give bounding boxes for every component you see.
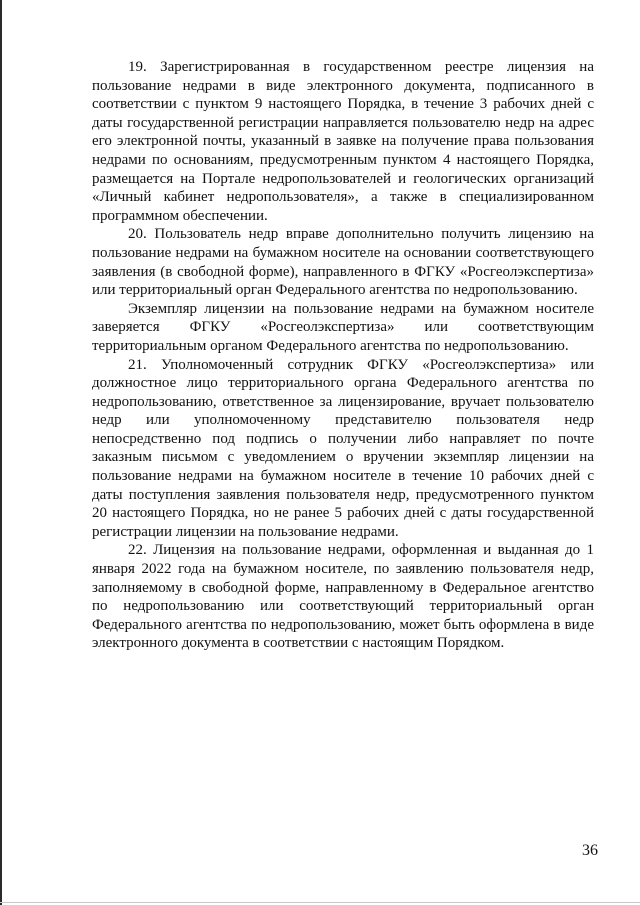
scan-bottom-edge — [0, 902, 640, 903]
scan-left-edge — [0, 0, 2, 905]
paragraph-20: 20. Пользователь недр вправе дополнительно получить лицензию на пользование недрами на бумажном носителе на основании соответствующего заявления (в свободной форме), направленного в ФГКУ «Росгеолэкспертиза» или территориальный орган Федерального агентства по недропользованию. — [92, 226, 594, 299]
page-number: 36 — [582, 842, 598, 859]
paragraph-22: 22. Лицензия на пользование недрами, оформленная и выданная до 1 января 2022 года на бумажном носителе, по заявлению пользователя недр, заполняемому в свободной форме, направленному в Федеральное агентство по недропользованию или соответствующий территориальный орган Федерального агентства по недропользованию, может быть оформлена в виде электронного документа в соответствии с настоящим Порядком. — [92, 542, 594, 652]
document-body — [92, 58, 594, 653]
paragraph-21: 21. Уполномоченный сотрудник ФГКУ «Росгеолэкспертиза» или должностное лицо территориального органа Федерального агентства по недропользованию, ответственное за лицензирование, вручает пользователю недр или уполномоченному представителю пользователя недр непосредственно под подпись о получении либо направляет по почте заказным письмом с уведомлением о вручении экземпляр лицензии на пользование недрами на бумажном носителе в течение 10 рабочих дней с даты поступления заявления пользователя недр, предусмотренного пунктом 20 настоящего Порядка, но не ранее 5 рабочих дней с даты государственной регистрации лицензии на пользование недрами. — [92, 356, 594, 540]
paragraph-19: 19. Зарегистрированная в государственном реестре лицензия на пользование недрами в виде электронного документа, подписанного в соответствии с пунктом 9 настоящего Порядка, в течение 3 рабочих дней с даты государственной регистрации направляется пользователю недр на адрес его электронной почты, указанный в заявке на получение права пользования недрами по основаниям, предусмотренным пунктом 4 настоящего Порядка, размещается на Портале недропользователей и геологических организаций «Личный кабинет недропользователя», а также в специализированном программном обеспечении. — [92, 59, 594, 224]
paragraph-20-copy: Экземпляр лицензии на пользование недрами на бумажном носителе заверяется ФГКУ «Росгеолэкспертиза» или соответствующим территориальным органом Федерального агентства по недропользованию. — [92, 300, 594, 354]
